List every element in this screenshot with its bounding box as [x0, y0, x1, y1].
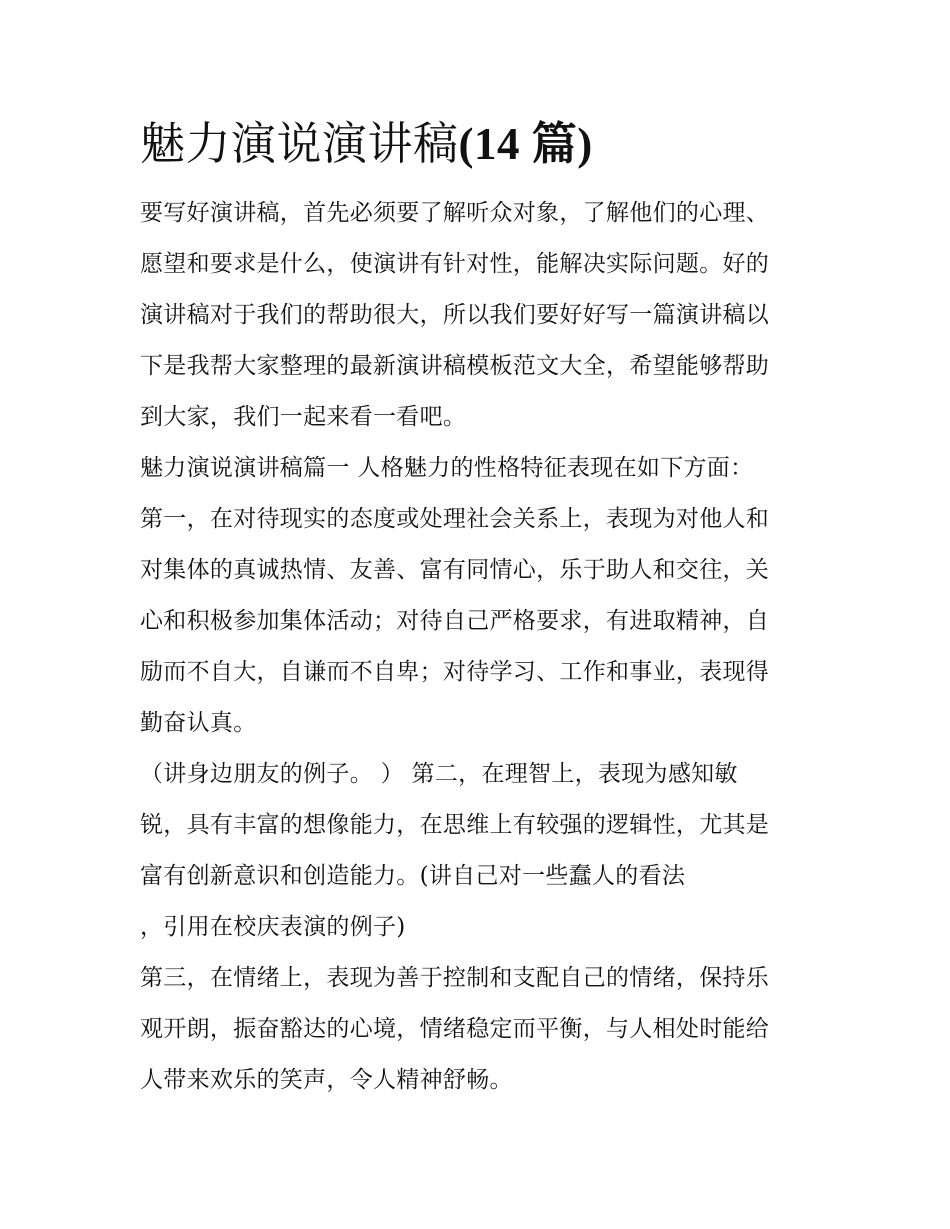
document-page [140, 112, 820, 1106]
title-count: (14 篇) [458, 119, 593, 169]
text-line: 人带来欢乐的笑声，令人精神舒畅。 [140, 1067, 513, 1093]
text-line: 富有创新意识和创造能力。(讲自己对一些蠢人的看法 [140, 863, 686, 889]
text-line: 要写好演讲稿，首先必须要了解听众对象，了解他们的心理、 [140, 200, 770, 226]
text-line: （讲身边朋友的例子。 ） 第二，在理智上，表现为感知敏 [140, 761, 738, 787]
document-title [140, 112, 820, 176]
title-text: 魅力演说演讲稿 [140, 117, 459, 170]
document-body [140, 188, 820, 1106]
text-line: ，引用在校庆表演的例子) [140, 914, 406, 940]
text-line: 勤奋认真。 [140, 710, 257, 736]
text-line: 下是我帮大家整理的最新演讲稿模板范文大全，希望能够帮助 [140, 353, 770, 379]
text-line: 演讲稿对于我们的帮助很大，所以我们要好好写一篇演讲稿以 [140, 302, 770, 328]
text-line: 愿望和要求是什么，使演讲有针对性，能解决实际问题。好的 [140, 251, 770, 277]
text-line: 第一，在对待现实的态度或处理社会关系上，表现为对他人和 [140, 506, 770, 532]
text-line: 心和积极参加集体活动；对待自己严格要求，有进取精神，自 [140, 608, 770, 634]
text-line: 第三，在情绪上，表现为善于控制和支配自己的情绪，保持乐 [140, 965, 770, 991]
section-heading-line: 魅力演说演讲稿篇一 人格魅力的性格特征表现在如下方面： [140, 455, 754, 481]
text-line: 锐，具有丰富的想像能力，在思维上有较强的逻辑性，尤其是 [140, 812, 770, 838]
text-line: 励而不自大，自谦而不自卑；对待学习、工作和事业，表现得 [140, 659, 770, 685]
text-line: 到大家，我们一起来看一看吧。 [140, 404, 467, 430]
text-line: 观开朗，振奋豁达的心境，情绪稳定而平衡，与人相处时能给 [140, 1016, 770, 1042]
text-line: 对集体的真诚热情、友善、富有同情心，乐于助人和交往，关 [140, 557, 770, 583]
